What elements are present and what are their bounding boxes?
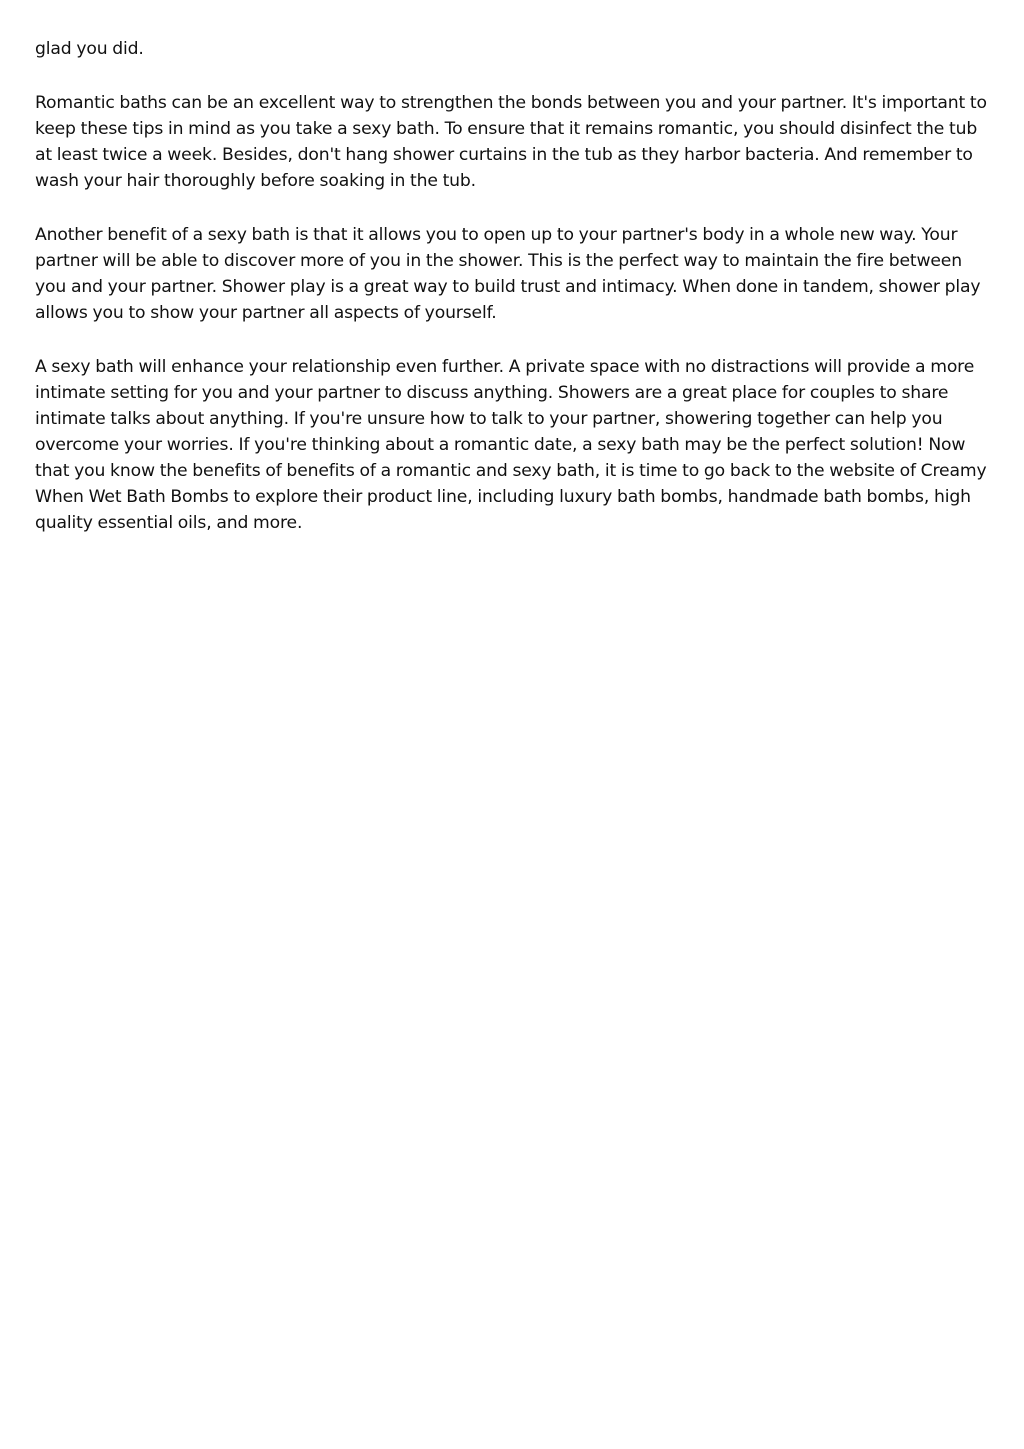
paragraph-enhance-relationship: A sexy bath will enhance your relationship even further. A private space with no distractions will provide a more intimate setting for you and your partner to discuss anything. Showers are a great place for couples to share intimate talks about anything. If you're unsure how to talk to your partner, showering together can help you overcome your worries. If you're thinking about a romantic date, a sexy bath may be the perfect solution! Now that you know the benefits of benefits of a romantic and sexy bath, it is time to go back to the website of Creamy When Wet Bath Bombs to explore their product line, including luxury bath bombs, handmade bath bombs, high quality essential oils, and more. <box>35 357 987 533</box>
paragraph-another-benefit: Another benefit of a sexy bath is that it allows you to open up to your partner's body in a whole new way. Your partner will be able to discover more of you in the shower. This is the perfect way to maintain the fire between you and your partner. Shower play is a great way to build trust and intimacy. When done in tandem, shower play allows you to show your partner all aspects of yourself. <box>35 225 981 323</box>
document-page <box>35 36 995 564</box>
paragraph-continuation: glad you did. <box>35 39 144 59</box>
paragraph-romantic-baths: Romantic baths can be an excellent way to strengthen the bonds between you and your partner. It's important to keep these tips in mind as you take a sexy bath. To ensure that it remains romantic, you should disinfect the tub at least twice a week. Besides, don't hang shower curtains in the tub as they harbor bacteria. And remember to wash your hair thoroughly before soaking in the tub. <box>35 93 987 191</box>
